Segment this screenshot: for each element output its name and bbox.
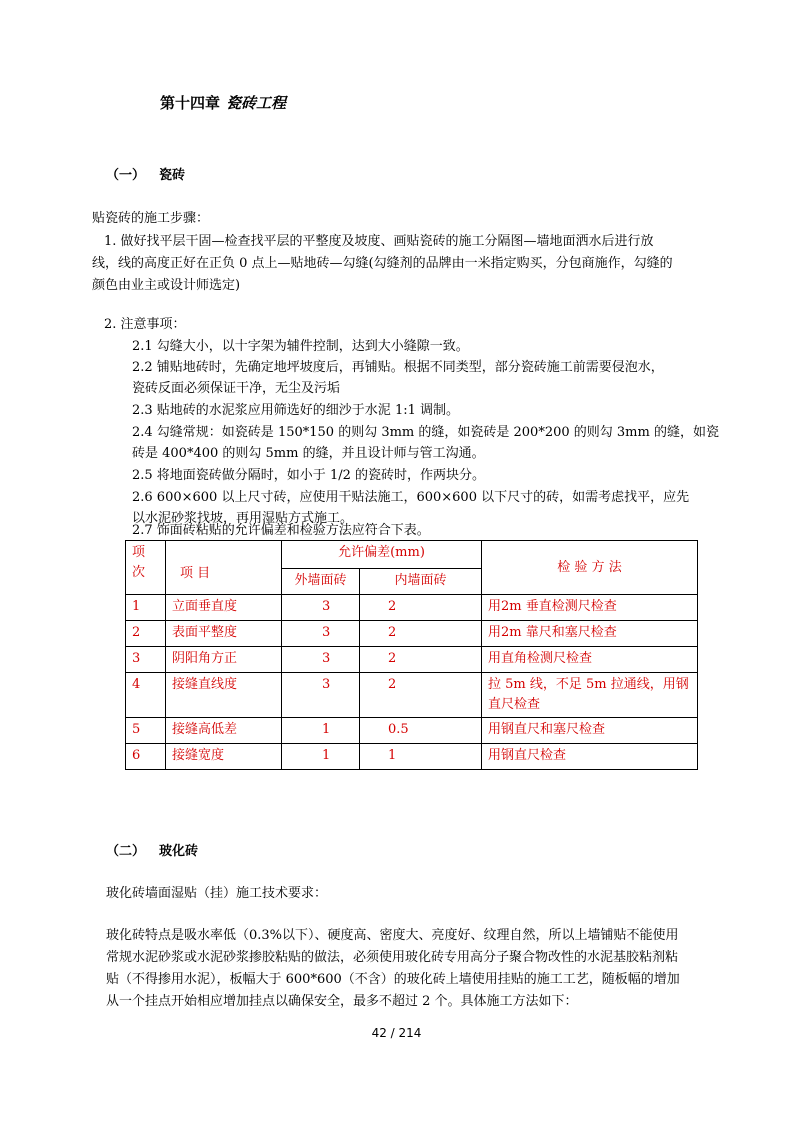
vitrified-para-line-2: 常规水泥砂浆或水泥砂浆掺胶粘贴的做法，必须使用玻化砖专用高分子聚合物改性的水泥基胶粘剂粘 — [106, 950, 679, 965]
row-item: 接缝直线度 — [166, 673, 282, 718]
header-tolerance: 允许偏差(mm) — [282, 541, 482, 569]
row-no: 2 — [126, 621, 166, 647]
row-item: 立面垂直度 — [166, 595, 282, 621]
note-2-1: 2.1 勾缝大小，以十字架为辅件控制，达到大小缝隙一致。 — [132, 339, 469, 354]
header-no-line-2: 次 — [132, 565, 146, 580]
page-number: 42 / 214 — [371, 1026, 422, 1040]
header-inner: 内墙面砖 — [360, 569, 482, 595]
chapter-title: 瓷砖工程 — [226, 94, 287, 112]
section-title: 瓷砖 — [159, 168, 186, 183]
note-2-6-cont: 以水泥砂浆找坡，再用湿贴方式施工。 — [132, 511, 354, 526]
section-heading-1 — [106, 164, 185, 183]
row-no: 3 — [126, 647, 166, 673]
vitrified-para-line-3: 贴（不得掺用水泥），板幅大于 600*600（不含）的玻化砖上墙使用挂贴的施工工艺，随板幅的增加 — [106, 972, 680, 987]
row-inner: 2 — [360, 621, 482, 647]
row-no: 5 — [126, 718, 166, 744]
header-no-line-1: 项 — [132, 545, 146, 560]
row-method: 用直角检测尺检查 — [482, 647, 698, 673]
row-outer: 3 — [282, 647, 360, 673]
table-row — [126, 744, 698, 770]
note-2-4: 2.4 勾缝常规：如瓷砖是 150*150 的则勾 3mm 的缝，如瓷砖是 200*200 的则勾 3mm 的缝，如瓷 — [132, 425, 719, 440]
row-method: 用2m 靠尺和塞尺检查 — [482, 621, 698, 647]
row-inner: 0.5 — [360, 718, 482, 744]
row-inner: 2 — [360, 595, 482, 621]
row-inner: 2 — [360, 673, 482, 718]
table-row — [126, 621, 698, 647]
section-title: 玻化砖 — [159, 844, 199, 859]
row-method: 拉 5m 线，不足 5m 拉通线，用钢直尺检查 — [482, 673, 698, 718]
section-label: （一） — [106, 168, 146, 183]
row-outer: 3 — [282, 673, 360, 718]
step-1-line-2: 线，线的高度正好在正负 0 点上—贴地砖—勾缝(勾缝剂的品牌由一米指定购买，分包商施作，勾缝的 — [92, 256, 673, 271]
vitrified-intro: 玻化砖墙面湿贴（挂）施工技术要求： — [106, 886, 328, 901]
table-row — [126, 647, 698, 673]
header-item: 项 目 — [166, 541, 282, 595]
row-item: 阴阳角方正 — [166, 647, 282, 673]
row-inner: 1 — [360, 744, 482, 770]
row-outer: 3 — [282, 621, 360, 647]
row-no: 6 — [126, 744, 166, 770]
step-1-line-3: 颜色由业主或设计师选定) — [92, 278, 241, 293]
note-2-2: 2.2 铺贴地砖时，先确定地坪坡度后，再铺贴。根据不同类型，部分瓷砖施工前需要侵泡水， — [132, 360, 664, 375]
row-inner: 2 — [360, 647, 482, 673]
section-heading-2 — [106, 840, 198, 859]
note-2-7: 2.7 饰面砖粘贴的允许偏差和检验方法应符合下表。 — [132, 523, 430, 538]
note-2-5: 2.5 将地面瓷砖做分隔时，如小于 1/2 的瓷砖时，作两块分。 — [132, 468, 485, 483]
row-method: 用钢直尺检查 — [482, 744, 698, 770]
row-item: 接缝高低差 — [166, 718, 282, 744]
table-row — [126, 718, 698, 744]
note-2-4-cont: 砖是 400*400 的则勾 5mm 的缝，并且设计师与管工沟通。 — [132, 446, 485, 461]
header-no — [126, 541, 166, 595]
step-2-title: 2. 注意事项： — [104, 317, 186, 332]
vitrified-para-line-1: 玻化砖特点是吸水率低（0.3%以下）、硬度高、密度大、亮度好、纹理自然，所以上墙铺贴不能使用 — [106, 928, 679, 943]
row-method: 用钢直尺和塞尺检查 — [482, 718, 698, 744]
header-method: 检 验 方 法 — [482, 541, 698, 595]
tolerance-table — [125, 540, 698, 770]
row-no: 4 — [126, 673, 166, 718]
row-item: 接缝宽度 — [166, 744, 282, 770]
chapter-number: 第十四章 — [160, 94, 221, 112]
table-row — [126, 595, 698, 621]
row-method: 用2m 垂直检测尺检查 — [482, 595, 698, 621]
note-2-2-cont: 瓷砖反面必须保证干净，无尘及污垢 — [132, 381, 341, 396]
row-item: 表面平整度 — [166, 621, 282, 647]
note-2-3: 2.3 贴地砖的水泥浆应用筛选好的细沙于水泥 1:1 调制。 — [132, 403, 459, 418]
row-no: 1 — [126, 595, 166, 621]
vitrified-para-line-4: 从一个挂点开始相应增加挂点以确保安全，最多不超过 2 个。具体施工方法如下： — [106, 994, 578, 1009]
header-outer: 外墙面砖 — [282, 569, 360, 595]
note-2-6: 2.6 600×600 以上尺寸砖，应使用干贴法施工，600×600 以下尺寸的砖，如需考虑找平，应先 — [132, 490, 690, 505]
steps-intro: 贴瓷砖的施工步骤： — [92, 211, 210, 226]
step-1-line-1: 1. 做好找平层干固—检查找平层的平整度及坡度、画贴瓷砖的施工分隔图—墙地面洒水后进行放 — [104, 234, 654, 249]
table-row — [126, 673, 698, 718]
row-outer: 3 — [282, 595, 360, 621]
section-label: （二） — [106, 844, 146, 859]
chapter-heading — [160, 92, 286, 113]
row-outer: 1 — [282, 718, 360, 744]
row-outer: 1 — [282, 744, 360, 770]
